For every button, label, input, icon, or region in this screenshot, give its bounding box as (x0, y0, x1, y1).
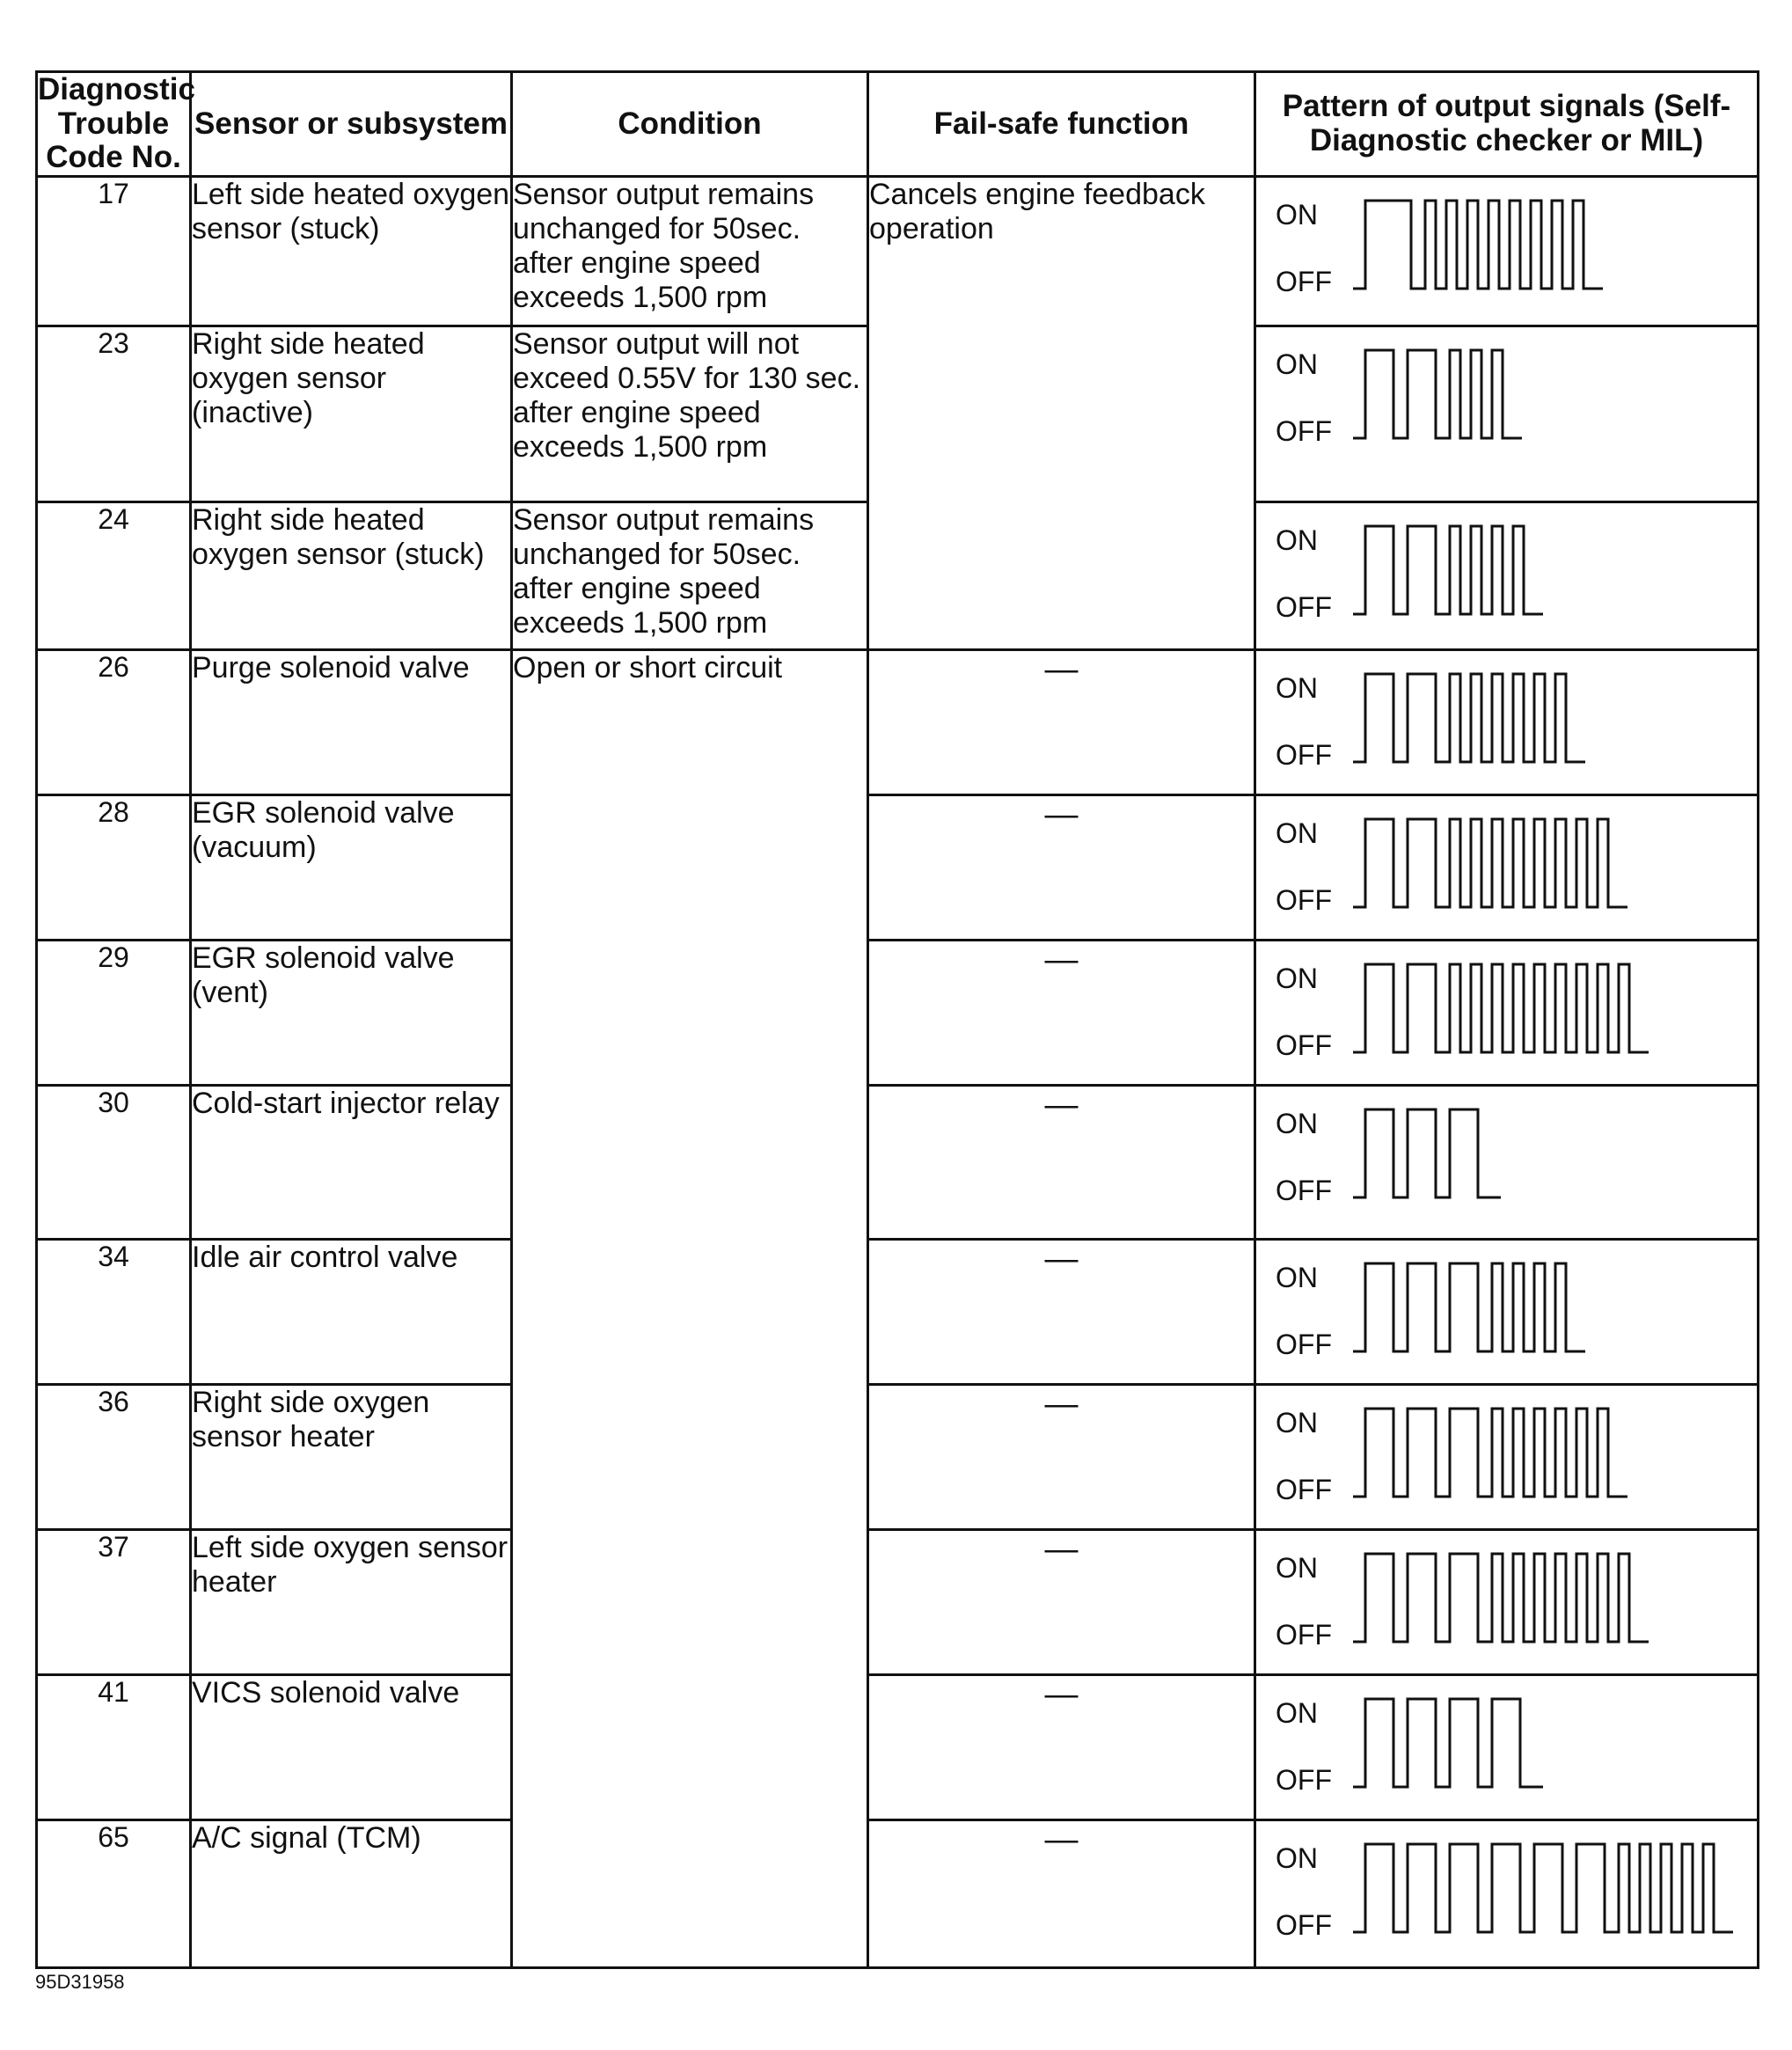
dtc-code: 36 (37, 1384, 191, 1529)
signal-waveform (1353, 667, 1594, 771)
table-row (37, 1529, 1759, 1674)
waveform-path (1353, 1409, 1627, 1497)
table-body (37, 176, 1759, 1967)
failsafe-none: — (868, 1085, 1255, 1239)
table-row (37, 1239, 1759, 1384)
signal-waveform (1353, 343, 1531, 447)
sensor-name: Left side oxygen sensor heater (191, 1529, 512, 1674)
off-label: OFF (1276, 590, 1332, 623)
on-label: ON (1276, 1107, 1318, 1139)
signal-waveform (1353, 519, 1552, 623)
off-label: OFF (1276, 738, 1332, 771)
off-label: OFF (1276, 1473, 1332, 1505)
output-pattern (1255, 1239, 1759, 1384)
failsafe-none: — (868, 1384, 1255, 1529)
signal-waveform (1353, 812, 1636, 916)
signal-waveform (1353, 1402, 1636, 1505)
dtc-code: 41 (37, 1674, 191, 1819)
output-pattern (1255, 326, 1759, 502)
condition-text: Sensor output remains unchanged for 50sec. after engine speed exceeds 1,500 rpm (512, 502, 868, 649)
figure-id: 95D31958 (35, 1971, 125, 1993)
failsafe-none: — (868, 1529, 1255, 1674)
sensor-name: Purge solenoid valve (191, 649, 512, 794)
waveform-path (1353, 1699, 1543, 1787)
header-pattern: Pattern of output signals (Self-Diagnostic checker or MIL) (1255, 72, 1759, 177)
sensor-name: EGR solenoid valve (vacuum) (191, 794, 512, 940)
off-label: OFF (1276, 414, 1332, 447)
sensor-name: Idle air control valve (191, 1239, 512, 1384)
signal-waveform (1353, 1102, 1510, 1206)
dtc-table (35, 70, 1759, 1969)
dtc-code: 65 (37, 1819, 191, 1967)
header-code: Diagnostic Trouble Code No. (38, 72, 195, 174)
failsafe-none: — (868, 940, 1255, 1085)
signal-waveform (1353, 1547, 1657, 1651)
failsafe-none: — (868, 1239, 1255, 1384)
on-label: ON (1276, 1551, 1318, 1584)
header-failsafe: Fail-safe function (868, 72, 1255, 177)
dtc-code: 24 (37, 502, 191, 649)
output-pattern (1255, 1384, 1759, 1529)
table-row (37, 940, 1759, 1085)
waveform-path (1353, 1554, 1649, 1642)
sensor-name: Cold-start injector relay (191, 1085, 512, 1239)
dtc-code: 29 (37, 940, 191, 1085)
dtc-code: 37 (37, 1529, 191, 1674)
sensor-name: Right side heated oxygen sensor (stuck) (191, 502, 512, 649)
sensor-name: Right side heated oxygen sensor (inactive) (191, 326, 512, 502)
waveform-path (1353, 1844, 1733, 1932)
on-label: ON (1276, 1696, 1318, 1729)
off-label: OFF (1276, 1328, 1332, 1360)
off-label: OFF (1276, 1029, 1332, 1061)
off-label: OFF (1276, 1618, 1332, 1651)
table-row (37, 1674, 1759, 1819)
condition-text: Sensor output remains unchanged for 50sec. after engine speed exceeds 1,500 rpm (512, 176, 868, 326)
failsafe-none: — (868, 1674, 1255, 1819)
on-label: ON (1276, 523, 1318, 556)
dtc-code: 17 (37, 176, 191, 326)
header-condition: Condition (512, 72, 868, 177)
dtc-code: 23 (37, 326, 191, 502)
waveform-path (1353, 526, 1543, 614)
waveform-path (1353, 1109, 1501, 1197)
on-label: ON (1276, 1406, 1318, 1439)
output-pattern (1255, 502, 1759, 649)
failsafe-none: — (868, 649, 1255, 794)
on-label: ON (1276, 671, 1318, 704)
off-label: OFF (1276, 265, 1332, 297)
sensor-name: A/C signal (TCM) (191, 1819, 512, 1967)
signal-waveform (1353, 957, 1657, 1061)
failsafe-none: — (868, 794, 1255, 940)
on-label: ON (1276, 962, 1318, 994)
waveform-path (1353, 201, 1603, 289)
waveform-path (1353, 350, 1522, 438)
dtc-code: 30 (37, 1085, 191, 1239)
dtc-code: 26 (37, 649, 191, 794)
dtc-code: 28 (37, 794, 191, 940)
sensor-name: Right side oxygen sensor heater (191, 1384, 512, 1529)
header-sensor: Sensor or subsystem (191, 72, 512, 177)
off-label: OFF (1276, 1763, 1332, 1796)
waveform-path (1353, 819, 1627, 907)
failsafe-cancels-feedback: Cancels engine feedback operation (868, 176, 1255, 649)
table-row (37, 1384, 1759, 1529)
waveform-path (1353, 964, 1649, 1052)
off-label: OFF (1276, 883, 1332, 916)
failsafe-none: — (868, 1819, 1255, 1967)
table-row (37, 176, 1759, 326)
on-label: ON (1276, 198, 1318, 231)
output-pattern (1255, 794, 1759, 940)
output-pattern (1255, 1674, 1759, 1819)
sensor-name: Left side heated oxygen sensor (stuck) (191, 176, 512, 326)
signal-waveform (1353, 194, 1612, 297)
signal-waveform (1353, 1837, 1742, 1941)
signal-waveform (1353, 1256, 1594, 1360)
on-label: ON (1276, 816, 1318, 849)
signal-waveform (1353, 1692, 1552, 1796)
output-pattern (1255, 649, 1759, 794)
table-row (37, 794, 1759, 940)
waveform-path (1353, 1263, 1585, 1351)
output-pattern (1255, 1085, 1759, 1239)
output-pattern (1255, 940, 1759, 1085)
dtc-code: 34 (37, 1239, 191, 1384)
condition-text: Sensor output will not exceed 0.55V for 130 sec. after engine speed exceeds 1,500 rpm (512, 326, 868, 502)
on-label: ON (1276, 1841, 1318, 1874)
off-label: OFF (1276, 1174, 1332, 1206)
condition-open-short: Open or short circuit (512, 649, 868, 1967)
sensor-name: VICS solenoid valve (191, 1674, 512, 1819)
table-row (37, 1819, 1759, 1967)
sensor-name: EGR solenoid valve (vent) (191, 940, 512, 1085)
table-row (37, 1085, 1759, 1239)
waveform-path (1353, 674, 1585, 762)
output-pattern (1255, 1529, 1759, 1674)
table-row (37, 649, 1759, 794)
on-label: ON (1276, 1261, 1318, 1293)
output-pattern (1255, 1819, 1759, 1967)
off-label: OFF (1276, 1908, 1332, 1941)
output-pattern (1255, 176, 1759, 326)
on-label: ON (1276, 348, 1318, 380)
